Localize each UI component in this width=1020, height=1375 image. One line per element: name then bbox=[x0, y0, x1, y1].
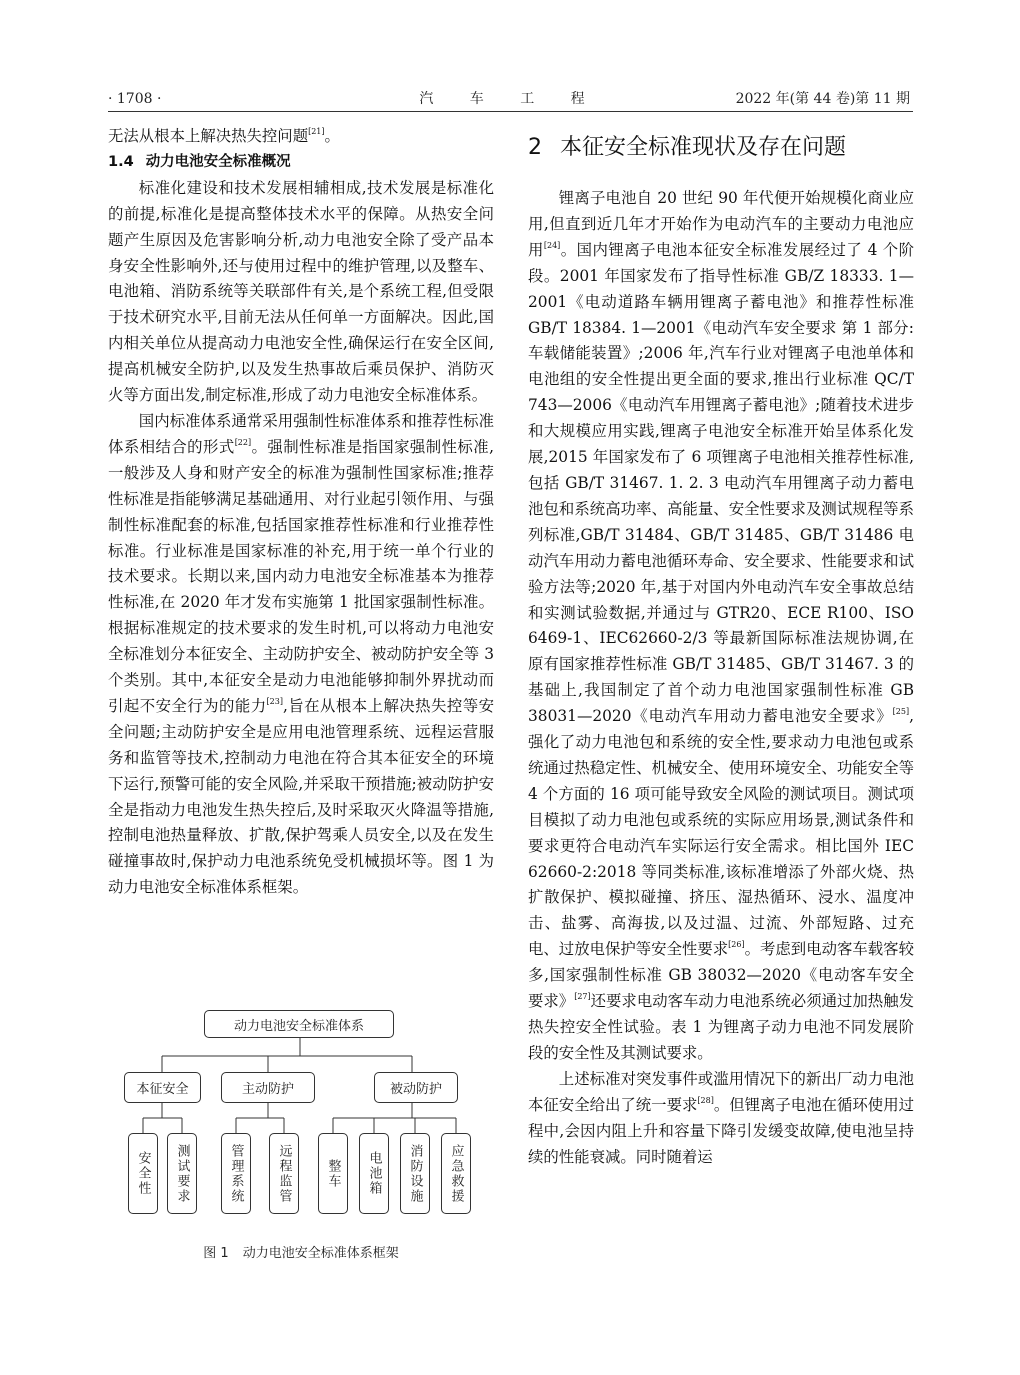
diagram-leaf-fire-facility: 消防设施 bbox=[400, 1133, 430, 1214]
diagram-leaf-mgmt-system: 管理系统 bbox=[221, 1133, 251, 1214]
left-column bbox=[108, 124, 494, 901]
figure-1-diagram bbox=[108, 1002, 494, 1272]
caption-text: 动力电池安全标准体系框架 bbox=[242, 1246, 399, 1261]
paragraph-text: 国内标准体系通常采用强制性标准体系和推荐性标准体系相结合的形式 bbox=[108, 411, 494, 456]
diagram-branch-intrinsic: 本征安全 bbox=[124, 1072, 201, 1103]
diagram-leaf-emergency-rescue: 应急救援 bbox=[441, 1133, 471, 1214]
paragraph-text: 。强制性标准是指国家强制性标准,一般涉及人身和财产安全的标准为强制性国家标准;推荐性标准是指能够满足基础通用、对行业起引领作用、与强制性标准配套的标准,包括国家推荐性标准和行业推荐性标准。行业标准是国家标准的补充,用于统一单个行业的技术要求。长期以来,国内动力电池安全标准基本为推荐性标准,在 2020 年才发布实施第 1 批国家强制性标准。根据标准规定的技术要求的发生时机,可以将动力电池安全标准划分本征安全、主动防护安全、被动防护安全等 3 个类别。其中,本征安全是动力电池能够抑制外界扰动而引起不安全行为的能力 bbox=[108, 437, 494, 715]
continued-paragraph bbox=[108, 124, 494, 150]
citation: [24] bbox=[543, 240, 561, 250]
continued-end: 。 bbox=[324, 127, 340, 145]
citation: [26] bbox=[728, 940, 745, 950]
diagram-leaf-vehicle: 整车 bbox=[318, 1133, 348, 1214]
journal-title: 汽 车 工 程 bbox=[419, 91, 601, 107]
section-title: 本征安全标准现状及存在问题 bbox=[560, 135, 847, 160]
paragraph-text: 锂离子电池自 20 世纪 90 年代便开始规模化商业应用,但直到近几年才开始作为电动汽车的主要动力电池应用 bbox=[528, 189, 914, 259]
citation: [22] bbox=[234, 437, 252, 447]
paragraph-text: ,旨在从根本上解决热失控等安全问题;主动防护安全是应用电池管理系统、远程运营服务和监管等技术,控制动力电池在符合其本征安全的环境下运行,预警可能的安全风险,并采取干预措施;被动防护安全是指动力电池发生热失控后,及时采取灭火降温等措施,控制电池热量释放、扩散,保护驾乘人员安全,以及在发生碰撞事故时,保护动力电池系统免受机械损坏等。图 1 为动力电池安全标准体系框架。 bbox=[108, 696, 494, 897]
diagram-connectors bbox=[108, 1002, 494, 1242]
citation: [21] bbox=[308, 127, 325, 136]
diagram-branch-passive: 被动防护 bbox=[374, 1072, 458, 1103]
right-column bbox=[528, 124, 914, 1170]
paragraph-text: 上述标准对突发事件或滥用情况下的新出厂动力电池本征安全给出了统一要求 bbox=[528, 1069, 914, 1114]
paragraph-text: 。但锂离子电池在循环使用过程中,会因内阻上升和容量下降引发缓变故障,使电池呈持续的性能衰减。同时随着运 bbox=[528, 1095, 914, 1166]
citation: [27] bbox=[574, 992, 591, 1002]
issue-info: 2022 年(第 44 卷)第 11 期 bbox=[735, 91, 910, 107]
diagram-root: 动力电池安全标准体系 bbox=[204, 1010, 394, 1038]
paragraph-text: 还要求电动客车动力电池系统必须通过加热触发热失控安全性试验。表 1 为锂离子动力电池不同发展阶段的安全性及其测试要求。 bbox=[528, 992, 914, 1062]
diagram-leaf-battery-box: 电池箱 bbox=[359, 1133, 389, 1214]
paragraph bbox=[108, 409, 494, 901]
diagram-leaf-remote-monitor: 远程监管 bbox=[269, 1133, 299, 1214]
continued-text: 无法从根本上解决热失控问题 bbox=[108, 127, 309, 145]
section-number: 2 bbox=[528, 135, 542, 160]
caption-number: 图 1 bbox=[203, 1246, 229, 1261]
figure-caption bbox=[108, 1242, 494, 1261]
diagram-branch-active: 主动防护 bbox=[221, 1072, 315, 1103]
diagram-leaf-safety: 安全性 bbox=[128, 1133, 158, 1214]
page-number: · 1708 · bbox=[108, 91, 162, 107]
paragraph bbox=[528, 186, 914, 1067]
paragraph-text: ,强化了动力电池包和系统的安全性,要求动力电池包或系统通过热稳定性、机械安全、使用环境安全、功能安全等 4 个方面的 16 项可能导致安全风险的测试项目。测试项目模拟了动力电池包或系统的实际应用场景,测试条件和要求更符合电动汽车实际运行安全需求。相比国外 IEC 62660-2:2018 等同类标准,该标准增添了外部火烧、热扩散保护、模拟碰撞、挤压、湿热循环、浸水、温度冲击、盐雾、高海拔,以及过温、过流、外部短路、过充电、过放电保护等安全性要求 bbox=[528, 707, 914, 959]
paragraph: 标准化建设和技术发展相辅相成,技术发展是标准化的前提,标准化是提高整体技术水平的保障。从热安全问题产生原因及危害影响分析,动力电池安全除了受产品本身安全性影响外,还与使用过程中的维护管理,以及整车、电池箱、消防系统等关联部件有关,是个系统工程,但受限于技术研究水平,目前无法从任何单一方面解决。因此,国内相关单位从提高动力电池安全性,确保运行在安全区间,提高机械安全防护,以及发生热事故后乘员保护、消防灭火等方面出发,制定标准,形成了动力电池安全标准体系。 bbox=[108, 178, 494, 405]
citation: [28] bbox=[697, 1095, 714, 1105]
paragraph-text: 。考虑到电动客车载客较多,国家强制性标准 GB 38032—2020《电动客车安全要求》 bbox=[528, 940, 914, 1011]
citation: [25] bbox=[892, 707, 910, 717]
paragraph bbox=[528, 1067, 914, 1171]
citation: [23] bbox=[266, 696, 283, 706]
section-heading-1-4 bbox=[108, 150, 494, 176]
section-title: 动力电池安全标准概况 bbox=[145, 153, 291, 170]
header-rule bbox=[108, 111, 913, 112]
section-number: 1.4 bbox=[108, 153, 134, 170]
paragraph-text: 。国内锂离子电池本征安全标准发展经过了 4 个阶段。2001 年国家发布了指导性标准 GB/Z 18333. 1—2001《电动道路车辆用锂离子蓄电池》和推荐性标准 GB/T 18384. 1—2001《电动汽车安全要求 第 1 部分:车载储能装置》;2006 年,汽车行业对锂离子电池单体和电池组的安全性提出更全面的要求,推出行业标准 QC/T 743—2006《电动汽车用锂离子蓄电池》;随着技术进步和大规模应用实践,锂离子电池安全标准开始呈体系化发展,2015 年国家发布了 6 项锂离子电池相关推荐性标准,包括 GB/T 31467. 1. 2. 3 电动汽车用锂离子动力蓄电池包和系统高功率、高能量、安全性要求及测试规程等系列标准,GB/T 31484、GB/T 31485、GB/T 31486 电动汽车用动力蓄电池循环寿命、安全要求、性能要求和试验方法等;2020 年,基于对国内外电动汽车安全事故总结和实测试验数据,并通过与 GTR20、ECE R100、ISO 6469-1、IEC62660-2/3 等最新国际标准法规协调,在原有国家推荐性标准 GB/T 31485、GB/T 31467. 3 的基础上,我国制定了首个动力电池国家强制性标准 GB 38031—2020《电动汽车用动力蓄电池安全要求》 bbox=[528, 240, 914, 726]
diagram-leaf-test-req: 测试要求 bbox=[167, 1133, 197, 1214]
section-heading-2 bbox=[528, 130, 914, 166]
